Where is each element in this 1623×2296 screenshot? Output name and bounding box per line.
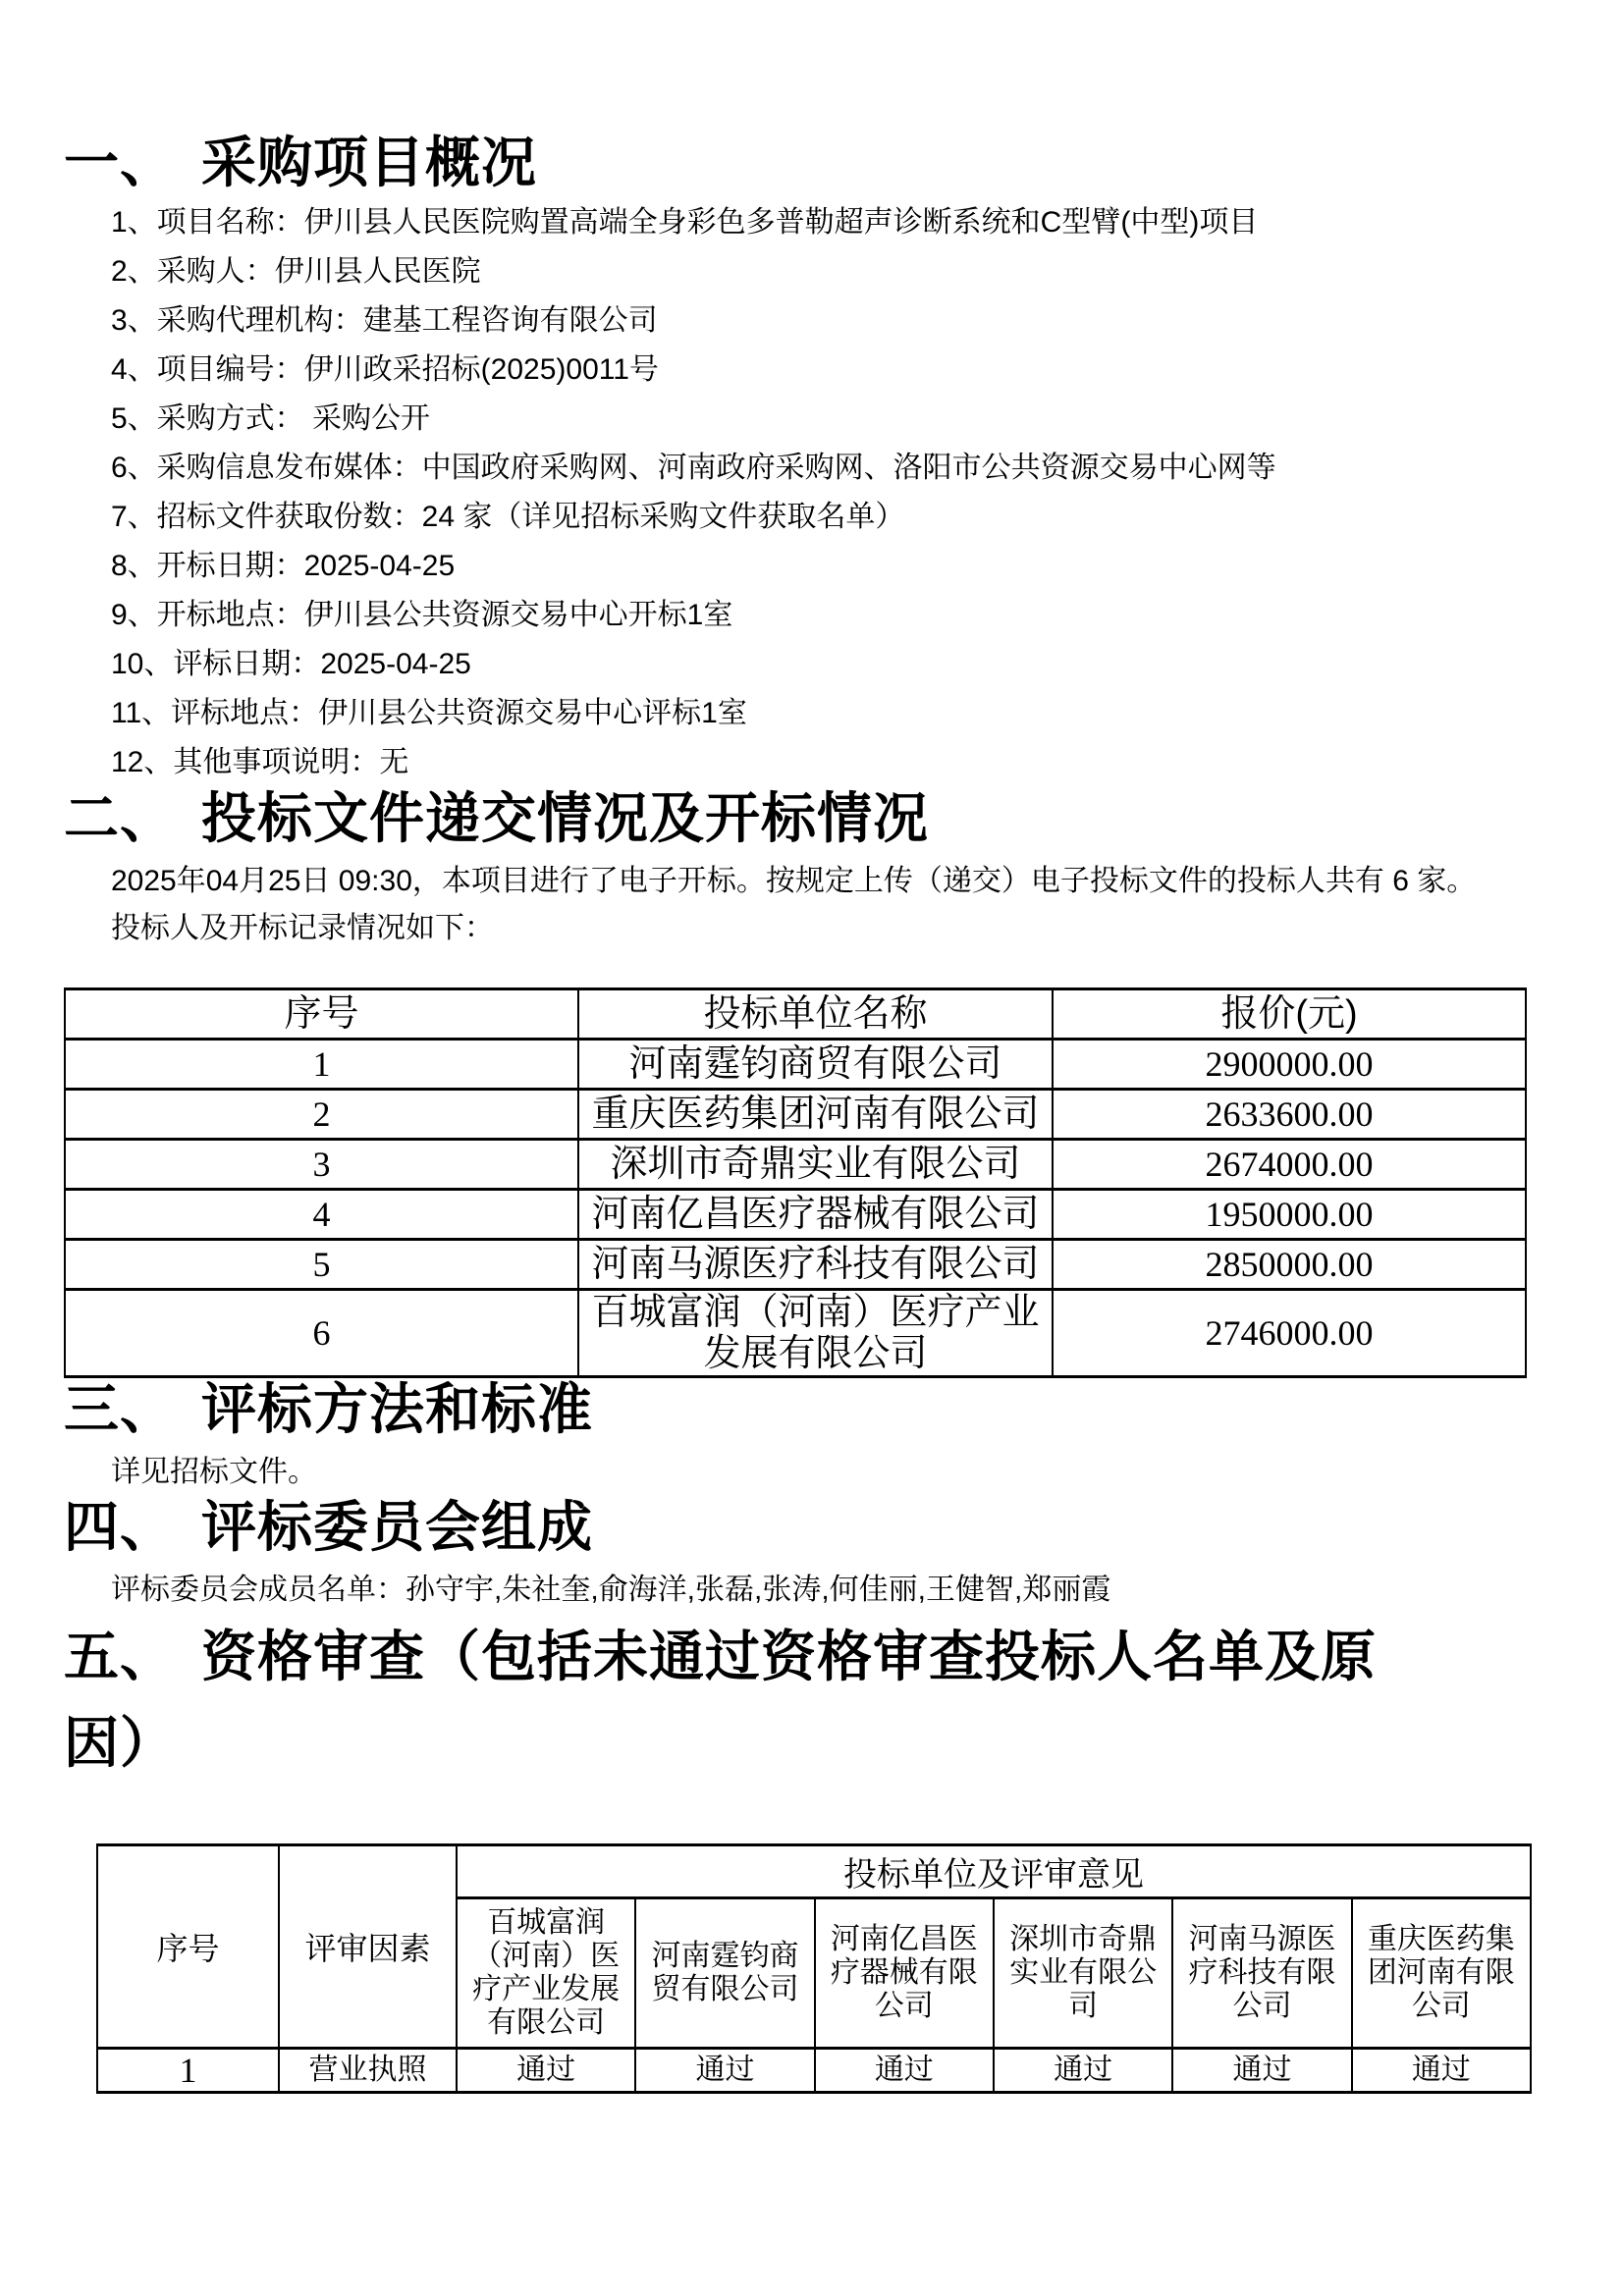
company-header-cell: 河南霆钧商贸有限公司 [635, 1898, 814, 2049]
review-table-group-row [97, 1845, 1531, 1898]
review-factor-header: 评审因素 [279, 1845, 457, 2049]
bid-table-row [65, 1240, 1526, 1290]
section-2-number: 二、 [64, 787, 176, 849]
section-5-heading [64, 1614, 1559, 1787]
company-header-cell: 百城富润（河南）医疗产业发展有限公司 [457, 1898, 635, 2049]
price-cell: 2850000.00 [1053, 1240, 1526, 1290]
evaluation-method-note: 详见招标文件。 [111, 1456, 317, 1488]
review-result-cell: 通过 [815, 2049, 994, 2093]
review-factor-cell: 营业执照 [279, 2049, 457, 2093]
overview-item-8: 8、开标日期：2025-04-25 [111, 550, 456, 582]
overview-item-6: 6、采购信息发布媒体：中国政府采购网、河南政府采购网、洛阳市公共资源交易中心网等 [111, 452, 1276, 484]
overview-item-3: 3、采购代理机构：建基工程咨询有限公司 [111, 304, 658, 337]
section-4-heading [64, 1496, 1559, 1559]
section-5-title-line1: 资格审查（包括未通过资格审查投标人名单及原 [201, 1626, 1377, 1687]
bid-submission-paragraph: 2025年04月25日 09:30，本项目进行了电子开标。按规定上传（递交）电子投标文件的投标人共有 6 家。 [111, 865, 1477, 897]
bid-table-row [65, 1090, 1526, 1140]
section-4-number: 四、 [64, 1496, 176, 1558]
section-1-number: 一、 [64, 132, 176, 193]
section-1-title: 采购项目概况 [201, 132, 537, 193]
company-header-cell: 河南马源医疗科技有限公司 [1172, 1898, 1351, 2049]
overview-list [64, 198, 1559, 787]
bid-table-row [65, 1040, 1526, 1090]
section-5-title-line2: 因） [64, 1712, 176, 1774]
bid-table-row [65, 1140, 1526, 1190]
section-4-title: 评标委员会组成 [201, 1496, 593, 1558]
overview-item-5: 5、采购方式： 采购公开 [111, 402, 431, 435]
section-3-number: 三、 [64, 1378, 176, 1440]
overview-item-9: 9、开标地点：伊川县公共资源交易中心开标1室 [111, 599, 733, 631]
qualification-review-table [96, 1843, 1532, 2094]
company-header-cell: 重庆医药集团河南有限公司 [1352, 1898, 1531, 2049]
review-result-cell: 通过 [457, 2049, 635, 2093]
overview-item-7: 7、招标文件获取份数：24 家（详见招标采购文件获取名单） [111, 501, 905, 533]
section-3-heading [64, 1378, 1559, 1441]
bid-table-row [65, 1190, 1526, 1240]
bidder-name-cell: 百城富润（河南）医疗产业发展有限公司 [578, 1290, 1053, 1377]
section-2-heading [64, 787, 1559, 850]
bid-table-header-name: 投标单位名称 [578, 989, 1053, 1040]
review-result-cell: 通过 [635, 2049, 814, 2093]
overview-item-4: 4、项目编号：伊川政采招标(2025)0011号 [111, 353, 659, 386]
seq-cell: 6 [65, 1290, 578, 1377]
bid-table-header-seq: 序号 [65, 989, 578, 1040]
price-cell: 2900000.00 [1053, 1040, 1526, 1090]
seq-cell: 3 [65, 1140, 578, 1190]
overview-item-1: 1、项目名称：伊川县人民医院购置高端全身彩色多普勒超声诊断系统和C型臂(中型)项目 [111, 206, 1259, 239]
seq-cell: 5 [65, 1240, 578, 1290]
overview-item-10: 10、评标日期：2025-04-25 [111, 648, 471, 680]
bid-record-note: 投标人及开标记录情况如下： [111, 912, 494, 944]
section-5-number: 五、 [64, 1626, 176, 1687]
section-1-heading [64, 132, 1559, 194]
bid-table-header-price: 报价(元) [1053, 989, 1526, 1040]
review-group-header: 投标单位及评审意见 [457, 1845, 1531, 1898]
bidder-name-cell: 深圳市奇鼎实业有限公司 [578, 1140, 1053, 1190]
bidder-name-cell: 河南霆钧商贸有限公司 [578, 1040, 1053, 1090]
bidder-name-cell: 重庆医药集团河南有限公司 [578, 1090, 1053, 1140]
seq-cell: 1 [65, 1040, 578, 1090]
bidder-name-cell: 河南马源医疗科技有限公司 [578, 1240, 1053, 1290]
price-cell: 2746000.00 [1053, 1290, 1526, 1377]
company-header-cell: 深圳市奇鼎实业有限公司 [994, 1898, 1172, 2049]
price-cell: 2633600.00 [1053, 1090, 1526, 1140]
review-seq-header: 序号 [97, 1845, 279, 2049]
bid-opening-table [64, 988, 1527, 1378]
overview-item-11: 11、评标地点：伊川县公共资源交易中心评标1室 [111, 697, 747, 729]
bid-table-row [65, 1290, 1526, 1377]
overview-item-12: 12、其他事项说明：无 [111, 746, 409, 778]
price-cell: 1950000.00 [1053, 1190, 1526, 1240]
review-result-cell: 通过 [1352, 2049, 1531, 2093]
company-header-cell: 河南亿昌医疗器械有限公司 [815, 1898, 994, 2049]
overview-item-2: 2、采购人：伊川县人民医院 [111, 255, 481, 288]
bidder-name-cell: 河南亿昌医疗器械有限公司 [578, 1190, 1053, 1240]
section-3-title: 评标方法和标准 [201, 1378, 593, 1440]
review-result-cell: 通过 [994, 2049, 1172, 2093]
review-table-data-row [97, 2049, 1531, 2093]
committee-members: 评标委员会成员名单：孙守宇,朱社奎,俞海洋,张磊,张涛,何佳丽,王健智,郑丽霞 [111, 1574, 1111, 1606]
review-seq-cell: 1 [97, 2049, 279, 2093]
price-cell: 2674000.00 [1053, 1140, 1526, 1190]
seq-cell: 2 [65, 1090, 578, 1140]
seq-cell: 4 [65, 1190, 578, 1240]
bid-table-header-row [65, 989, 1526, 1040]
review-result-cell: 通过 [1172, 2049, 1351, 2093]
section-2-title: 投标文件递交情况及开标情况 [201, 787, 929, 849]
